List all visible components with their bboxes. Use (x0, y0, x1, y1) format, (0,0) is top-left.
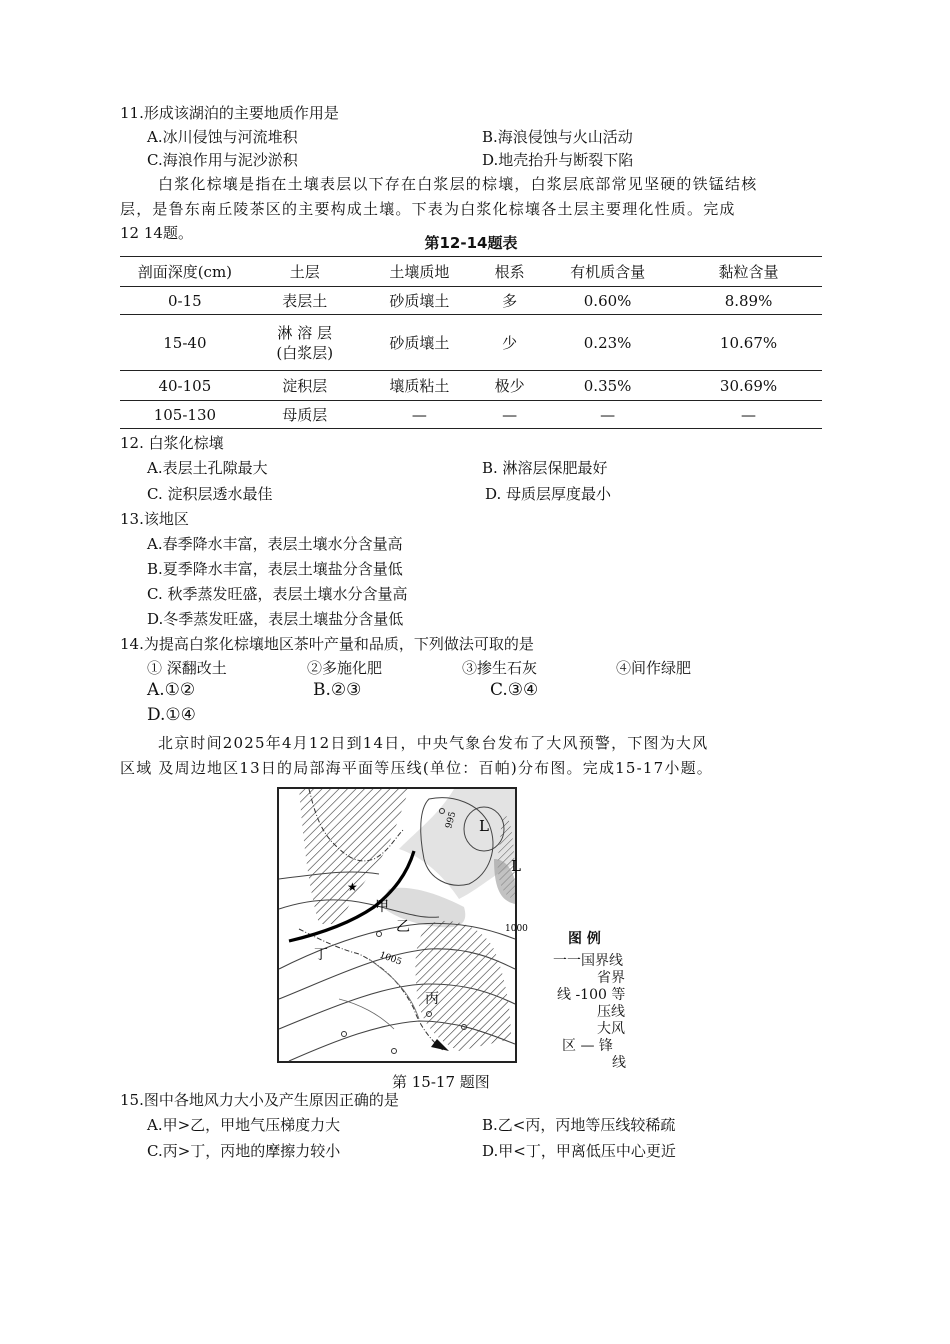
cell: 15-40 (120, 315, 250, 371)
q12-stem: 12. 白浆化棕壤 (120, 434, 224, 452)
legend-title: 图 例 (568, 931, 601, 947)
cell: 10.67% (675, 315, 822, 371)
city-marker (392, 1049, 397, 1054)
cell: 淀积层 (250, 371, 360, 401)
cell: — (540, 401, 675, 429)
cell: 极少 (479, 371, 540, 401)
label-ding: 丁 (314, 947, 328, 963)
q14-item-1: ① 深翻改土 (147, 659, 227, 677)
q11-option-a: A.冰川侵蚀与河流堆积 (147, 128, 298, 146)
soil-properties-table (120, 256, 822, 429)
cell: 少 (479, 315, 540, 371)
q12-option-c: C. 淀积层透水最佳 (147, 485, 273, 503)
legend-line-4: 压线 (597, 1004, 625, 1020)
label-low-1: L (479, 817, 489, 835)
q13-option-c: C. 秋季蒸发旺盛，表层土壤水分含量高 (147, 585, 408, 603)
cell: 8.89% (675, 287, 822, 315)
table-row (120, 315, 822, 371)
legend-line-6: 区 — 锋 (562, 1038, 613, 1054)
table-header-row (120, 257, 822, 287)
q15-option-c: C.丙>丁，丙地的摩擦力较小 (147, 1142, 341, 1160)
col-header-depth: 剖面深度(cm) (120, 257, 250, 287)
city-marker (377, 932, 382, 937)
isobar-map (277, 787, 528, 1063)
col-header-roots: 根系 (479, 257, 540, 287)
intro-15-17-line2: 区域 及周边地区13日的局部海平面等压线(单位：百帕)分布图。完成15-17小题。 (120, 759, 714, 777)
cell: — (675, 401, 822, 429)
cell: 砂质壤土 (360, 287, 480, 315)
q11-option-c: C.海浪作用与泥沙淤积 (147, 151, 298, 169)
intro-12-14-line2: 层，是鲁东南丘陵茶区的主要构成土壤。下表为白浆化棕壤各土层主要理化性质。完成 (120, 200, 736, 218)
cell: 多 (479, 287, 540, 315)
q12-option-a: A.表层土孔隙最大 (147, 459, 268, 477)
gale-area-south (415, 921, 511, 1051)
cell: 0-15 (120, 287, 250, 315)
q14-stem: 14.为提高白浆化棕壤地区茶叶产量和品质，下列做法可取的是 (120, 635, 534, 653)
cell: 母质层 (250, 401, 360, 429)
q11-option-b: B.海浪侵蚀与火山活动 (482, 128, 633, 146)
col-header-organic: 有机质含量 (540, 257, 675, 287)
cell: 淋 溶 层 (白浆层) (250, 315, 360, 371)
table-row (120, 401, 822, 429)
q13-option-d: D.冬季蒸发旺盛，表层土壤盐分含量低 (147, 610, 404, 628)
table-caption: 第12-14题表 (424, 234, 518, 252)
intro-15-17 (120, 731, 835, 781)
intro-12-14 (120, 172, 835, 222)
q13-option-b: B.夏季降水丰富，表层土壤盐分含量低 (147, 560, 403, 578)
cell: 40-105 (120, 371, 250, 401)
q15-stem: 15.图中各地风力大小及产生原因正确的是 (120, 1091, 399, 1109)
cell: — (360, 401, 480, 429)
q11-option-d: D.地壳抬升与断裂下陷 (482, 151, 634, 169)
q12-option-d: D. 母质层厚度最小 (485, 485, 612, 503)
cell: 表层土 (250, 287, 360, 315)
q14-option-d: D.①④ (147, 705, 196, 725)
col-header-layer: 土层 (250, 257, 360, 287)
legend-line-1: 一一国界线 (553, 953, 623, 969)
q12-option-b: B. 淋溶层保肥最好 (482, 459, 608, 477)
city-marker (342, 1032, 347, 1037)
label-bing: 丙 (425, 991, 439, 1007)
label-iso-1000: 1000 (505, 924, 528, 934)
province-line (369, 959, 419, 1019)
legend-line-3: 线 -100 等 (557, 987, 626, 1003)
intro-15-17-line1: 北京时间2025年4月12日到14日，中央气象台发布了大风预警，下图为大风 (158, 734, 709, 752)
q15-option-a: A.甲>乙，甲地气压梯度力大 (147, 1116, 341, 1134)
cell: 0.60% (540, 287, 675, 315)
q13-stem: 13.该地区 (120, 510, 189, 528)
table-row (120, 287, 822, 315)
q15-option-d: D.甲<丁，甲离低压中心更近 (482, 1142, 676, 1160)
q11-stem: 11.形成该湖泊的主要地质作用是 (120, 104, 339, 122)
map-caption: 第 15-17 题图 (392, 1073, 490, 1091)
cell: 0.23% (540, 315, 675, 371)
q15-option-b: B.乙<丙，丙地等压线较稀疏 (482, 1116, 676, 1134)
legend-line-5: 大风 (597, 1021, 625, 1037)
star-icon: ★ (347, 880, 358, 894)
cell: — (479, 401, 540, 429)
legend-line-2: 省界 (597, 970, 625, 986)
isobar-map-drawing (279, 789, 528, 1061)
col-header-texture: 土壤质地 (360, 257, 480, 287)
q14-item-3: ③掺生石灰 (462, 659, 538, 677)
province-line (339, 999, 394, 1029)
cell: 30.69% (675, 371, 822, 401)
q14-option-c: C.③④ (490, 680, 539, 700)
label-jia: 甲 (375, 899, 389, 915)
cell: 0.35% (540, 371, 675, 401)
label-low-2: L (511, 857, 521, 875)
q14-option-a: A.①② (147, 680, 196, 700)
legend-line-7: 线 (612, 1055, 626, 1071)
col-header-clay: 黏粒含量 (675, 257, 822, 287)
label-yi: 乙 (396, 919, 410, 935)
label-iso-995: 995 (444, 810, 459, 830)
q13-option-a: A.春季降水丰富，表层土壤水分含量高 (147, 535, 403, 553)
intro-12-14-line1: 白浆化棕壤是指在土壤表层以下存在白浆层的棕壤，白浆层底部常见坚硬的铁锰结核 (158, 175, 758, 193)
q14-item-2: ②多施化肥 (307, 659, 383, 677)
table-row (120, 371, 822, 401)
cell: 105-130 (120, 401, 250, 429)
q14-item-4: ④间作绿肥 (616, 659, 692, 677)
intro-12-14-line3: 12 14题。 (120, 224, 193, 242)
cell: 壤质粘土 (360, 371, 480, 401)
cell: 砂质壤土 (360, 315, 480, 371)
q14-option-b: B.②③ (313, 680, 362, 700)
label-iso-1005: 1005 (377, 950, 403, 968)
